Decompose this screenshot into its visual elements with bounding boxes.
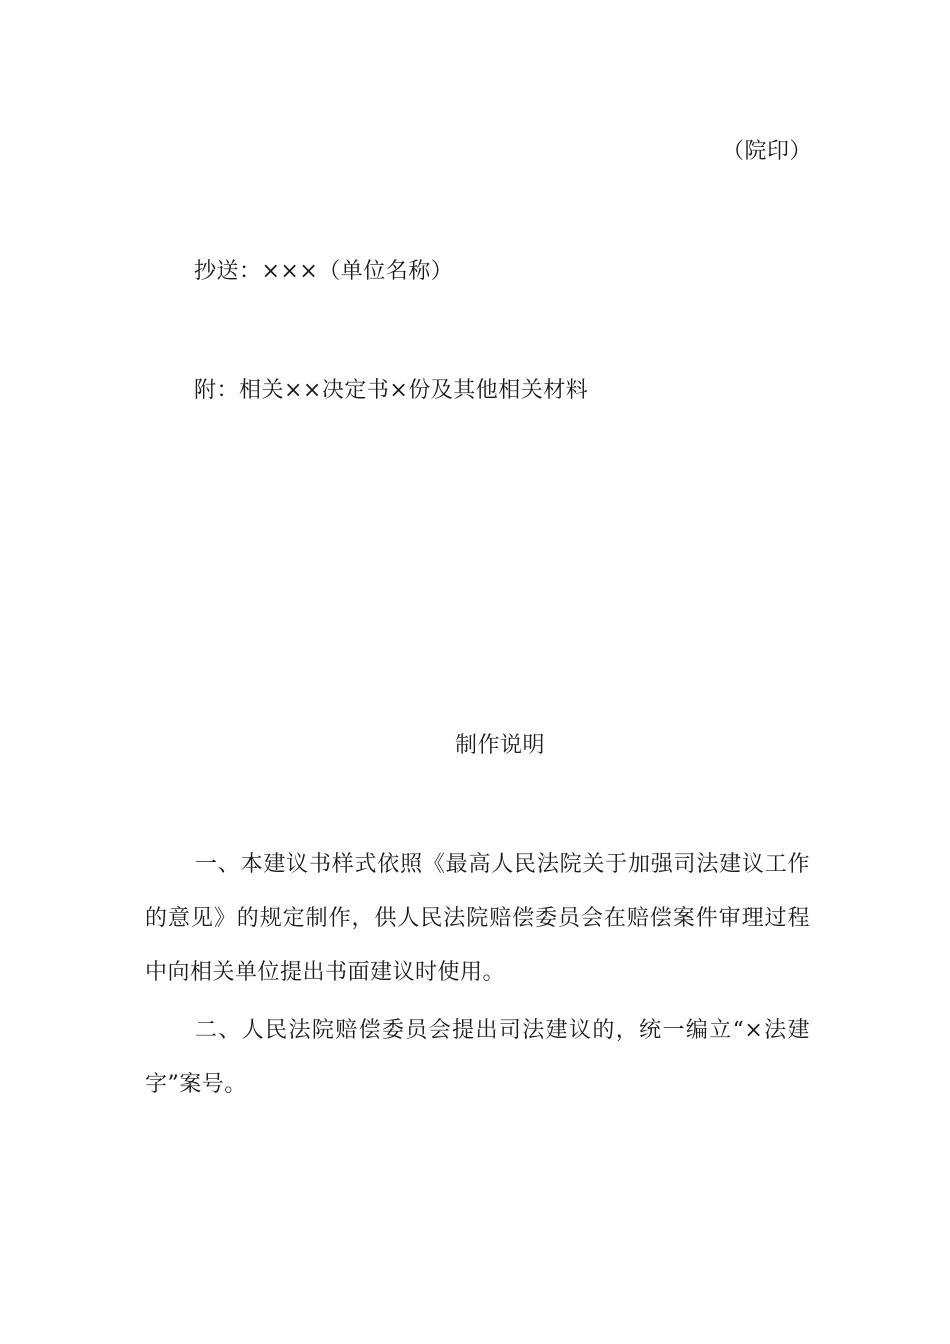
court-seal-note: （院印） [722, 139, 813, 164]
cc-line: 抄送：×××（单位名称） [194, 259, 454, 284]
attachment-line: 附：相关××决定书×份及其他相关材料 [194, 378, 589, 403]
instructions-heading: 制作说明 [454, 733, 545, 758]
instruction-item-1: 一、本建议书样式依照《最高人民法院关于加强司法建议工作的意见》的规定制作，供人民法院赔偿委员会在赔偿案件审理过程中向相关单位提出书面建议时使用。 [145, 852, 810, 985]
instruction-item-2: 二、人民法院赔偿委员会提出司法建议的，统一编立“×法建字”案号。 [145, 1018, 810, 1097]
